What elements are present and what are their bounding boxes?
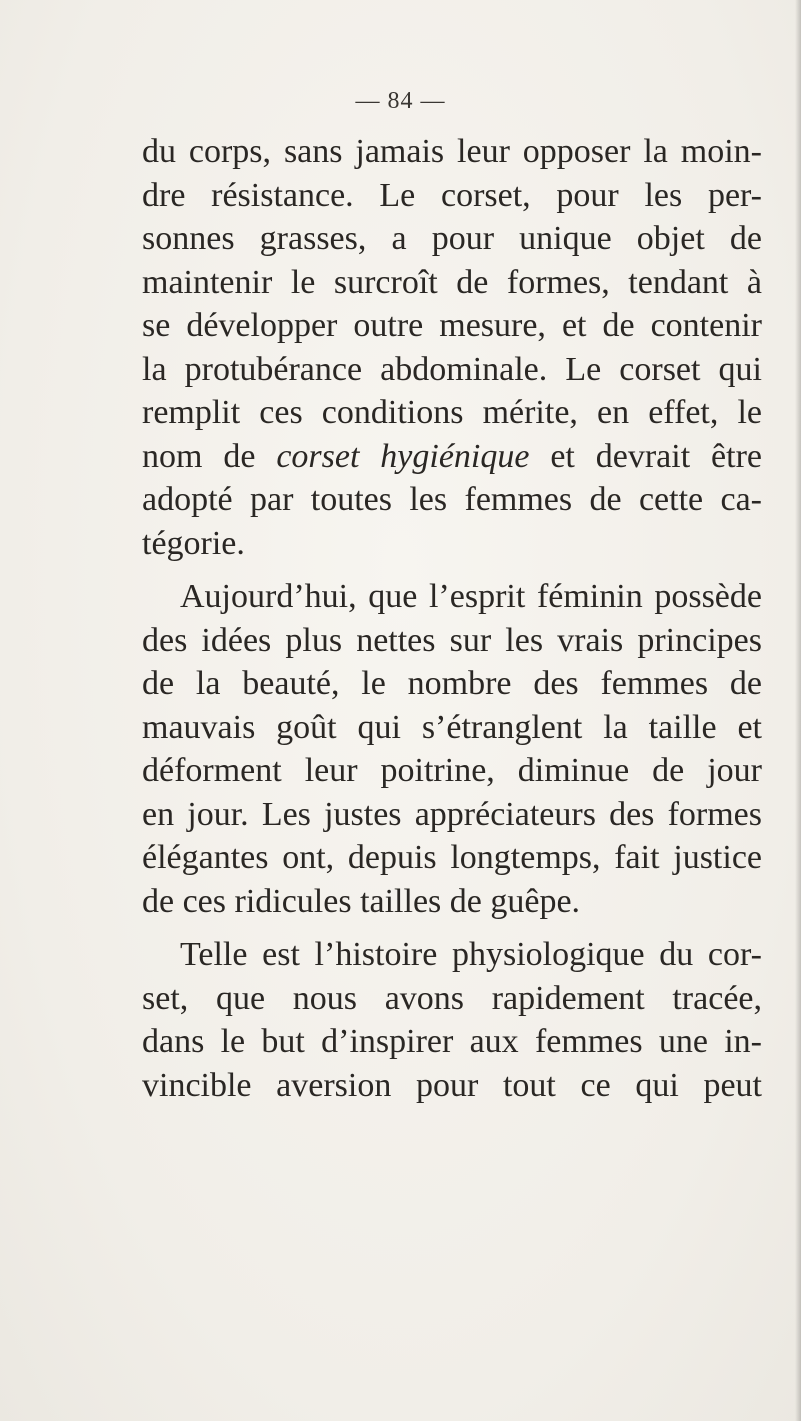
text-line: de ces ridicules tailles de guêpe. [142,882,581,920]
italic-term: corset hygiénique [276,437,530,475]
text-line: de la beauté, le nombre des femmes de [142,665,762,702]
paragraph-gap [142,923,762,933]
text-line: maintenir le surcroît de formes, tendant à [142,263,762,301]
body-text [142,130,762,1107]
text-line: se développer outre mesure, et de contenir [142,307,762,344]
text-line: Telle est l’histoire physiologique du cor- [180,936,762,973]
text-line: dans le but d’inspirer aux femmes une in- [142,1023,762,1060]
text-line: élégantes ont, depuis longtemps, fait justice [142,839,762,876]
text-line: du corps, sans jamais leur opposer la moin- [142,133,762,170]
text-line: dre résistance. Le corset, pour les per- [142,176,762,214]
text-line: Aujourd’hui, que l’esprit féminin possède [180,578,762,615]
paragraph-gap [142,565,762,575]
text-line: en jour. Les justes appréciateurs des formes [142,795,762,833]
text-line-with-italic [142,435,762,479]
paragraph-2 [142,575,762,923]
paragraph-3 [142,933,762,1107]
text-line: tégorie. [142,524,245,562]
text-line: vincible aversion pour tout ce qui peut [142,1066,762,1104]
paragraph-1 [142,130,762,565]
text-line: set, que nous avons rapidement tracée, [142,979,762,1017]
line-prefix: nom de [142,437,277,475]
text-line: mauvais goût qui s’étranglent la taille et [142,708,762,746]
page-edge-shadow [795,0,801,1421]
text-line: déforment leur poitrine, diminue de jour [142,752,762,789]
text-line: remplit ces conditions mérite, en effet, le [142,394,762,431]
text-line: la protubérance abdominale. Le corset qui [142,350,762,388]
text-line: des idées plus nettes sur les vrais principes [142,621,762,659]
page-number-header: — 84 — [355,88,446,114]
text-line: adopté par toutes les femmes de cette ca- [142,481,762,518]
text-line: sonnes grasses, a pour unique objet de [142,220,762,257]
line-suffix: et devrait être [529,437,762,475]
